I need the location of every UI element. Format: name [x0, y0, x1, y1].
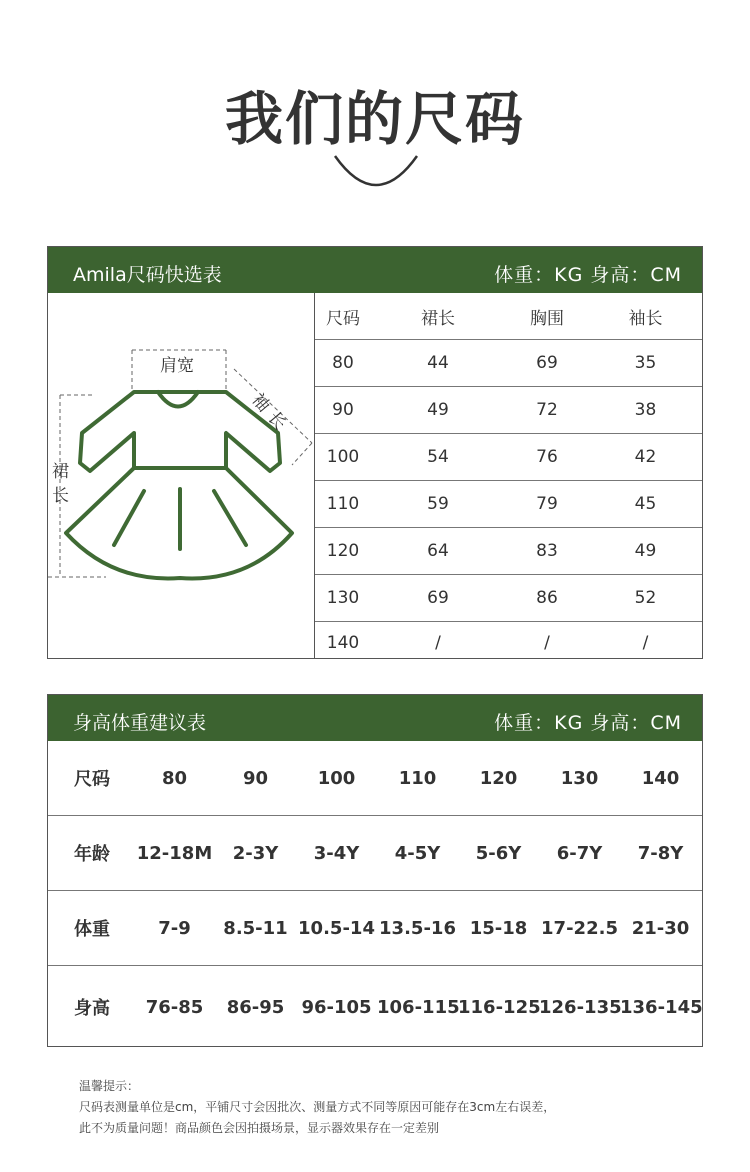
cell-chest: 69 — [536, 353, 558, 373]
cell-sleeve: 35 — [634, 353, 657, 373]
col-header-size: 尺码 — [326, 308, 360, 329]
cell: 136-145 — [620, 996, 703, 1018]
quick-table-head-row — [315, 293, 702, 340]
dress-illustration — [48, 293, 315, 659]
suggestion-table-grid — [48, 741, 702, 1048]
cell-sleeve: 49 — [634, 541, 657, 561]
cell-size: 130 — [326, 588, 360, 608]
table-row — [315, 434, 702, 481]
col-header-skirt-length: 裙长 — [421, 308, 455, 329]
cell-skirt-length: / — [435, 633, 441, 653]
cell-chest: 79 — [536, 494, 558, 514]
cell: 15-18 — [469, 917, 528, 939]
col-header-chest: 胸围 — [530, 308, 564, 329]
cell-chest: 86 — [536, 588, 558, 608]
cell-skirt-length: 69 — [427, 588, 449, 608]
skirt-label-1: 裙 — [52, 462, 69, 482]
cell-size: 110 — [326, 494, 360, 514]
cell: 5-6Y — [475, 842, 522, 864]
dress-icon — [48, 293, 314, 659]
cell-skirt-length: 59 — [427, 494, 449, 514]
tips-line: 尺码表测量单位是cm，平铺尺寸会因批次、测量方式不同等原因可能存在3cm左右误差， — [79, 1100, 556, 1114]
cell-size: 120 — [326, 541, 360, 561]
col-header-sleeve: 袖长 — [628, 308, 663, 329]
sleeve-label-1: 袖 — [247, 390, 274, 417]
cell: 110 — [398, 767, 437, 789]
skirt-label-2: 长 — [52, 486, 69, 506]
cell: 2-3Y — [232, 842, 279, 864]
cell: 86-95 — [226, 996, 285, 1018]
cell: 130 — [560, 767, 599, 789]
cell-size: 100 — [326, 447, 360, 467]
row-label: 尺码 — [74, 769, 110, 790]
cell-chest: / — [544, 633, 550, 653]
table-row — [315, 528, 702, 575]
quick-table-header — [48, 247, 702, 293]
cell: 120 — [479, 767, 518, 789]
cell-sleeve: 52 — [634, 588, 657, 608]
cell: 116-125 — [458, 996, 541, 1018]
cell-size: 80 — [332, 353, 354, 373]
cell: 6-7Y — [556, 842, 603, 864]
cell: 76-85 — [145, 996, 204, 1018]
cell-sleeve: 42 — [634, 447, 657, 467]
suggestion-table — [47, 694, 703, 1047]
cell-size: 140 — [326, 633, 360, 653]
decorative-arc — [333, 152, 419, 192]
cell-chest: 72 — [536, 400, 558, 420]
cell: 12-18M — [136, 842, 213, 864]
cell-skirt-length: 49 — [427, 400, 449, 420]
tips-note — [79, 1076, 555, 1139]
cell: 4-5Y — [394, 842, 441, 864]
cell: 7-9 — [158, 917, 191, 939]
row-label: 体重 — [74, 919, 110, 940]
quick-table-grid — [315, 293, 702, 664]
cell: 140 — [641, 767, 680, 789]
quick-table-title: Amila尺码快选表 — [73, 264, 222, 286]
table-row — [48, 966, 702, 1048]
cell: 80 — [161, 767, 188, 789]
cell-skirt-length: 54 — [427, 447, 449, 467]
table-row — [315, 481, 702, 528]
suggestion-table-title: 身高体重建议表 — [73, 712, 207, 734]
size-quick-table — [47, 246, 703, 659]
cell: 21-30 — [631, 917, 690, 939]
table-row — [315, 387, 702, 434]
shoulder-label: 肩宽 — [160, 356, 194, 376]
cell: 8.5-11 — [223, 917, 288, 939]
page-title: 我们的尺码 — [224, 85, 525, 153]
cell: 7-8Y — [637, 842, 684, 864]
tips-heading: 温馨提示： — [79, 1079, 140, 1093]
cell-chest: 83 — [536, 541, 558, 561]
table-row — [315, 622, 702, 664]
cell: 10.5-14 — [298, 917, 375, 939]
tips-line: 此不为质量问题！商品颜色会因拍摄场景，显示器效果存在一定差别 — [79, 1121, 440, 1135]
cell: 106-115 — [377, 996, 460, 1018]
cell-sleeve: 45 — [634, 494, 657, 514]
cell-size: 90 — [332, 400, 354, 420]
table-row — [315, 340, 702, 387]
table-row — [48, 891, 702, 966]
cell: 96-105 — [301, 996, 372, 1018]
cell-sleeve: 38 — [634, 400, 657, 420]
cell: 3-4Y — [313, 842, 360, 864]
row-label: 年龄 — [74, 844, 110, 865]
cell: 13.5-16 — [379, 917, 456, 939]
row-label: 身高 — [74, 998, 110, 1019]
cell-skirt-length: 64 — [427, 541, 449, 561]
table-row — [48, 741, 702, 816]
cell: 17-22.5 — [541, 917, 618, 939]
cell-skirt-length: 44 — [427, 353, 449, 373]
cell: 126-135 — [539, 996, 622, 1018]
cell-chest: 76 — [536, 447, 558, 467]
cell-sleeve: / — [642, 633, 649, 653]
cell: 90 — [242, 767, 269, 789]
cell: 100 — [317, 767, 356, 789]
suggestion-table-units: 体重：KG 身高：CM — [494, 712, 682, 734]
sleeve-label-2: 长 — [263, 408, 290, 435]
quick-table-units: 体重：KG 身高：CM — [494, 264, 682, 286]
table-row — [315, 575, 702, 622]
table-row — [48, 816, 702, 891]
suggestion-table-header — [48, 695, 702, 741]
